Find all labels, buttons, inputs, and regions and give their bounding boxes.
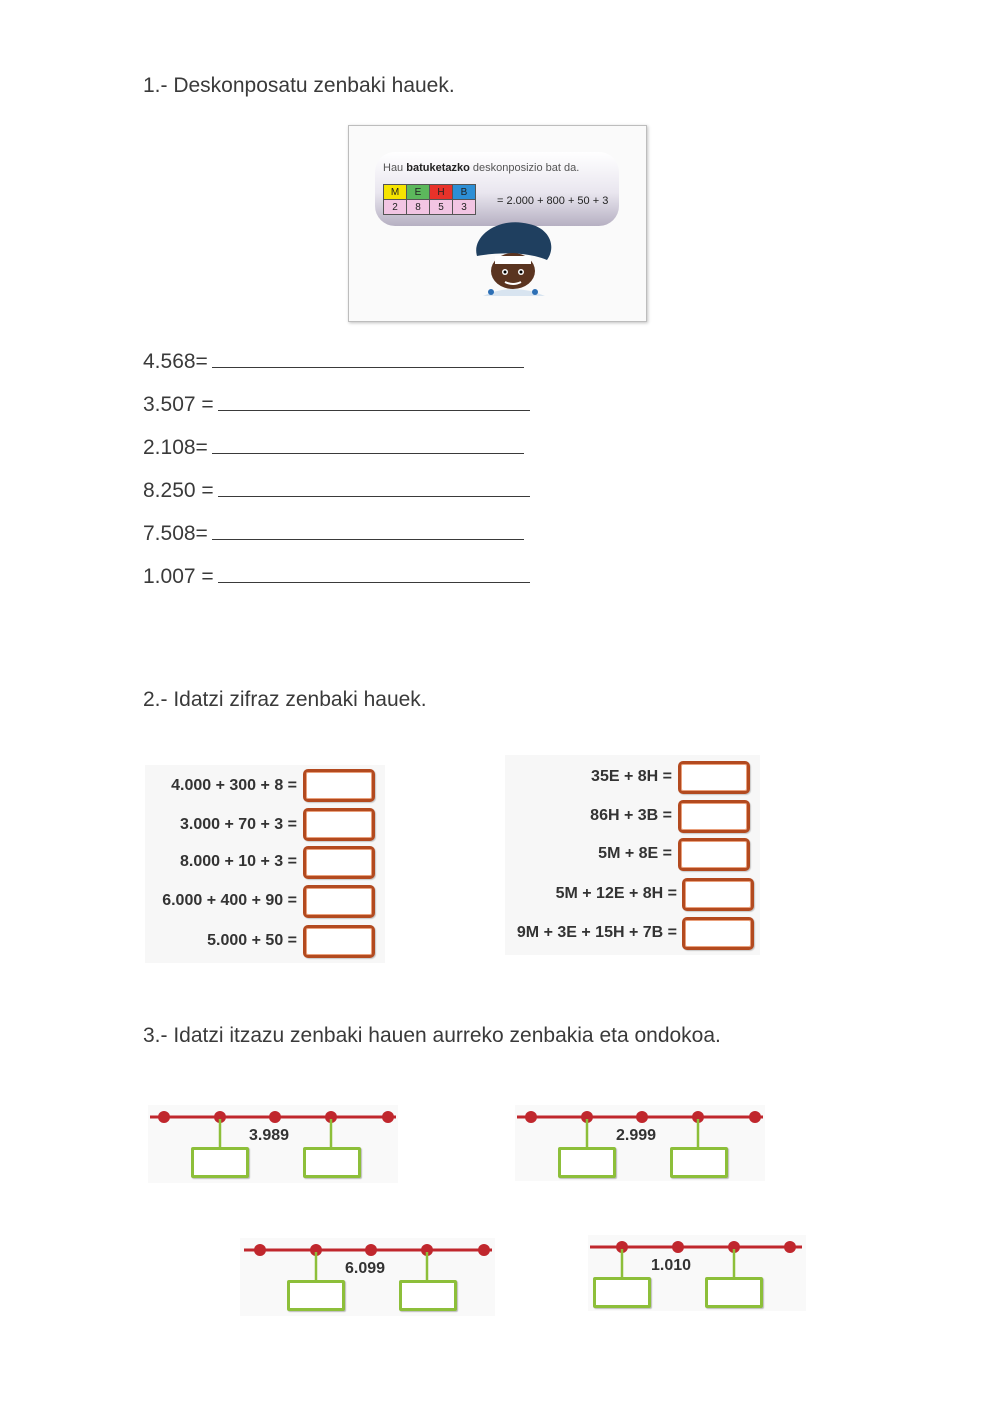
given-number: 1.010 — [651, 1257, 692, 1274]
place-header-h: H — [430, 185, 453, 200]
number-line-4 — [588, 1235, 806, 1315]
answer-box[interactable] — [303, 885, 375, 918]
equation-label: 4.000 + 300 + 8 = — [171, 777, 297, 794]
equation-label: 9M + 3E + 15H + 7B = — [516, 924, 677, 941]
answer-box[interactable] — [682, 917, 754, 950]
place-digit: 3 — [453, 200, 476, 215]
place-digit: 2 — [384, 200, 407, 215]
number-line-3 — [240, 1238, 495, 1318]
given-number: 3.989 — [249, 1127, 290, 1144]
answer-line[interactable] — [218, 562, 530, 583]
section-2-heading: 2.- Idatzi zifraz zenbaki hauek. — [143, 688, 427, 711]
next-number-box[interactable] — [705, 1277, 763, 1308]
equation-label: 86H + 3B = — [590, 807, 672, 824]
previous-number-box[interactable] — [593, 1277, 651, 1308]
section-3-heading: 3.- Idatzi itzazu zenbaki hauen aurreko zenbakia eta ondokoa. — [143, 1024, 721, 1047]
place-value-table — [383, 184, 476, 215]
answer-box[interactable] — [303, 846, 375, 879]
number-line-1 — [148, 1105, 398, 1185]
example-sum: = 2.000 + 800 + 50 + 3 — [497, 195, 609, 207]
place-header-b: B — [453, 185, 476, 200]
equation-label: 5.000 + 50 = — [207, 932, 297, 949]
example-speech-bubble — [375, 152, 619, 226]
equation-label: 5M + 8E = — [598, 845, 672, 862]
next-number-box[interactable] — [303, 1147, 361, 1178]
answer-box[interactable] — [682, 878, 754, 911]
given-number: 2.999 — [616, 1127, 657, 1144]
answer-box[interactable] — [678, 838, 750, 871]
equation-label: 6.000 + 400 + 90 = — [162, 892, 297, 909]
place-header-e: E — [407, 185, 430, 200]
answer-box[interactable] — [678, 800, 750, 833]
answer-box[interactable] — [678, 761, 750, 794]
answer-box[interactable] — [303, 808, 375, 841]
pirate-character-illustration — [469, 216, 559, 296]
decompose-item: 1.007 = — [143, 562, 530, 589]
answer-box[interactable] — [303, 925, 375, 958]
answer-line[interactable] — [212, 519, 524, 540]
next-number-box[interactable] — [670, 1147, 728, 1178]
equation-label: 5M + 12E + 8H = — [555, 885, 677, 902]
decompose-item: 8.250 = — [143, 476, 530, 503]
decompose-item: 7.508= — [143, 519, 524, 546]
equation-label: 8.000 + 10 + 3 = — [180, 853, 297, 870]
previous-number-box[interactable] — [558, 1147, 616, 1178]
answer-box[interactable] — [303, 769, 375, 802]
answer-line[interactable] — [218, 476, 530, 497]
place-digit: 5 — [430, 200, 453, 215]
place-header-m: M — [384, 185, 407, 200]
previous-number-box[interactable] — [191, 1147, 249, 1178]
answer-line[interactable] — [212, 433, 524, 454]
answer-line[interactable] — [218, 390, 530, 411]
previous-number-box[interactable] — [287, 1280, 345, 1311]
given-number: 6.099 — [345, 1260, 386, 1277]
decompose-item: 4.568= — [143, 347, 524, 374]
number-line-2 — [515, 1105, 765, 1185]
next-number-box[interactable] — [399, 1280, 457, 1311]
equation-label: 3.000 + 70 + 3 = — [180, 816, 297, 833]
decompose-item: 3.507 = — [143, 390, 530, 417]
decomposition-example-image — [348, 125, 647, 322]
section-1-heading: 1.- Deskonposatu zenbaki hauek. — [143, 74, 455, 97]
equation-label: 35E + 8H = — [591, 768, 672, 785]
decompose-item: 2.108= — [143, 433, 524, 460]
answer-line[interactable] — [212, 347, 524, 368]
place-digit: 8 — [407, 200, 430, 215]
example-caption: Hau batuketazko deskonposizio bat da. — [383, 162, 580, 174]
